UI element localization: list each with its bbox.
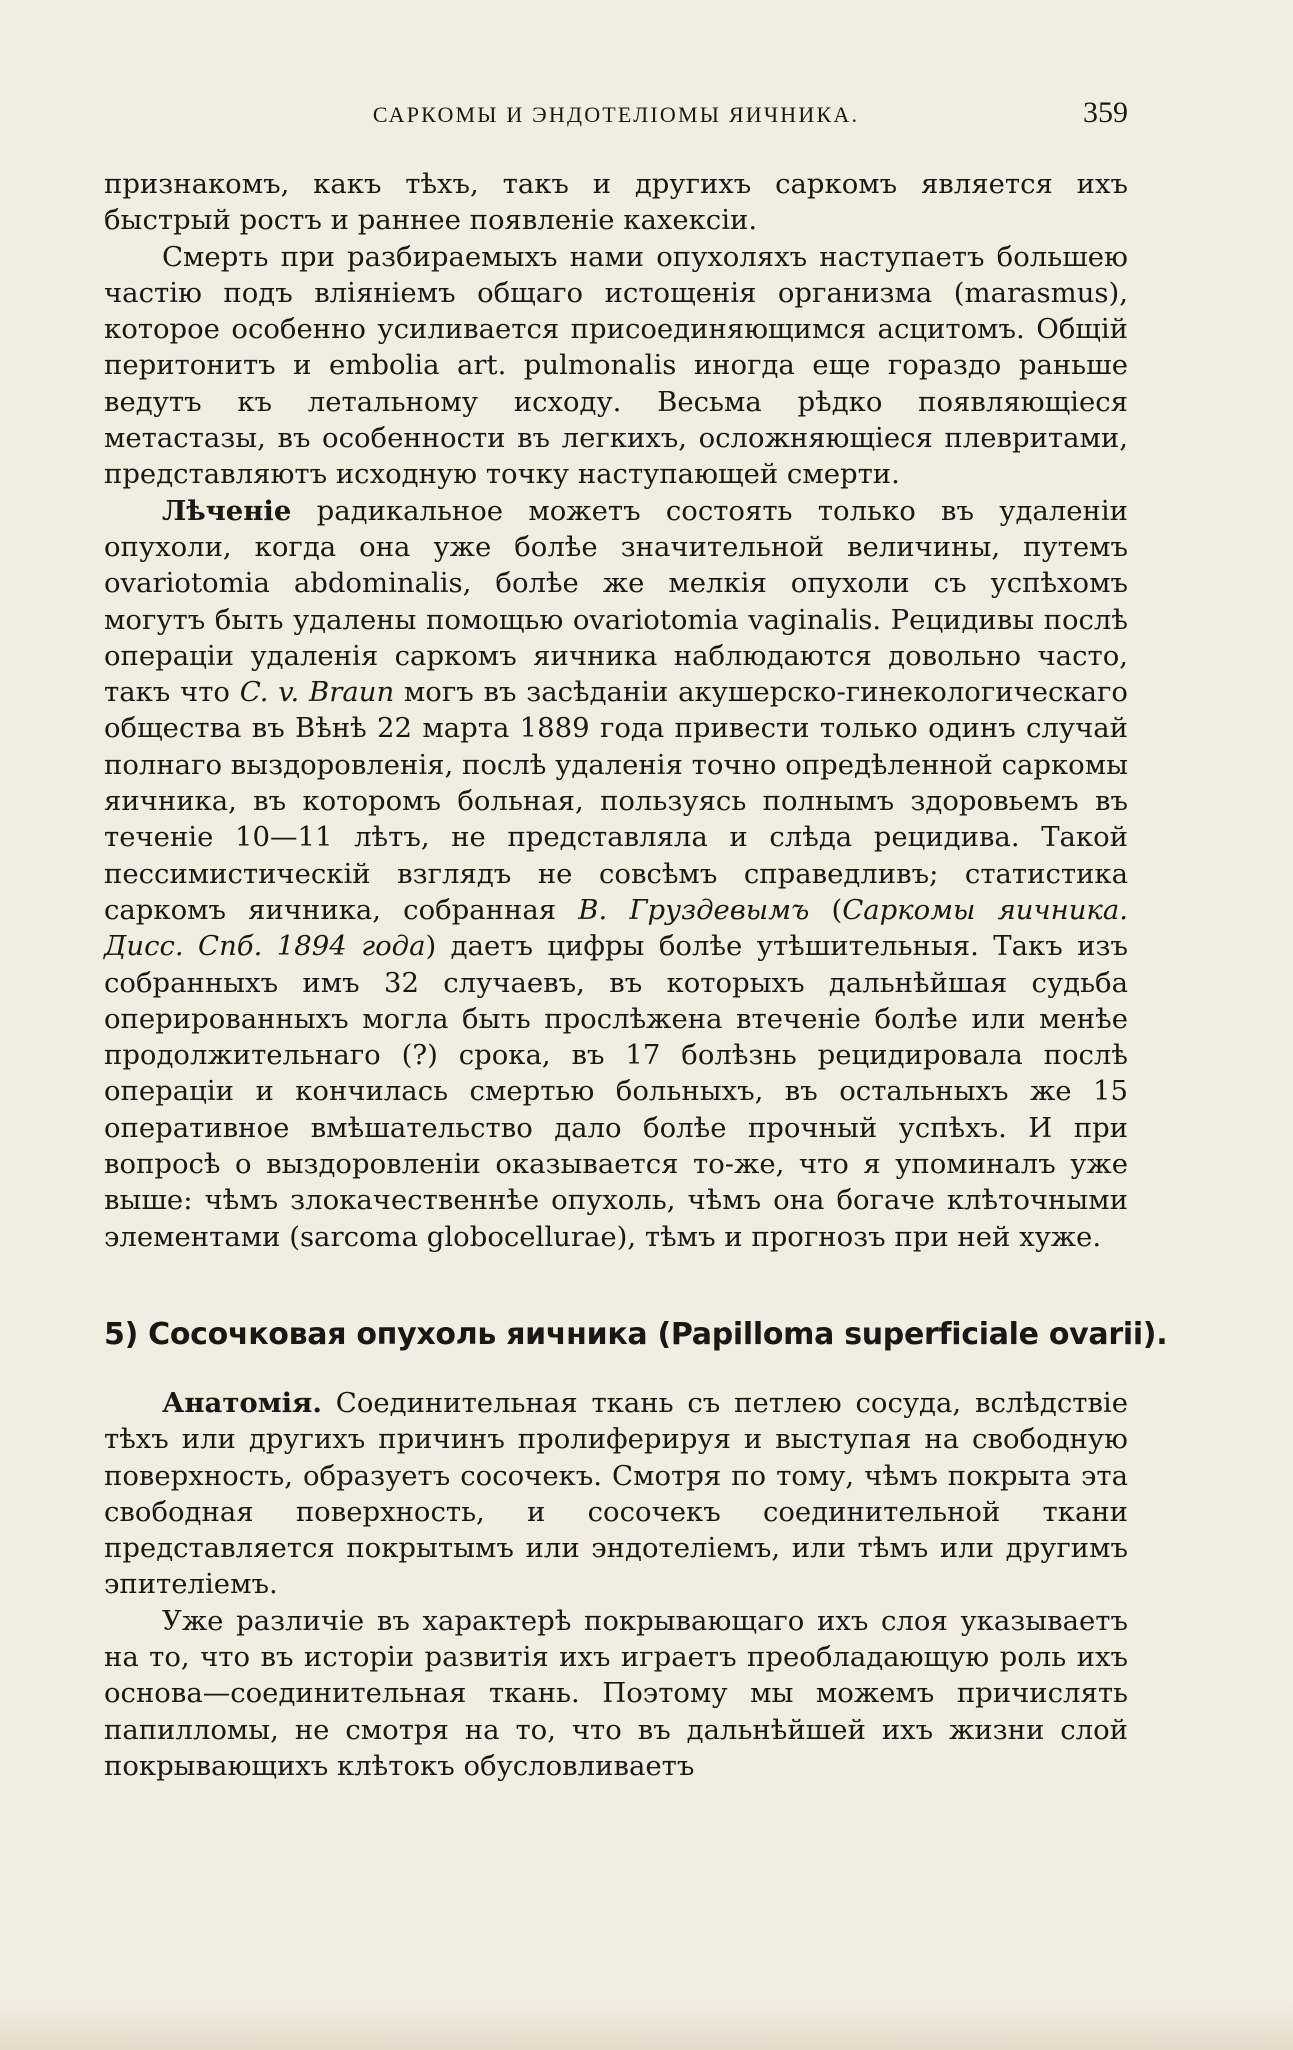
treatment-text-part-2: могъ въ засѣданiи акушерско-гинекологическаго общества въ Вѣнѣ 22 марта 1889 года привести только одинъ случай полнаго выздоровленiя, послѣ удаленiя точно опредѣленной саркомы яичника, въ которомъ больная, пользуясь полнымъ здоровьемъ въ теченiе 10—11 лѣтъ, не представляла и слѣда рецидива. Такой пессимистическiй взглядъ не совсѣмъ справедливъ; статистика саркомъ яичника, собранная — [104, 676, 1128, 926]
section-heading: 5) Сосочковая опухоль яичника (Papilloma superficiale ovarii). — [104, 1316, 1168, 1352]
treatment-text-part-1: радикальное можетъ состоять только въ удаленiи опухоли, когда она уже болѣе значительной величины, путемъ ovariotomia abdominalis, болѣе же мелкiя опухоли съ успѣхомъ могутъ быть удалены помощью ovariotomia vaginalis. Рецидивы послѣ операцiи удаленiя саркомъ яичника наблюдаются довольно часто, такъ что — [104, 494, 1128, 709]
treatment-run-in-heading: Лѣченiе — [162, 494, 292, 527]
paragraph-death-causes: Смерть при разбираемыхъ нами опухоляхъ наступаетъ большею частiю подъ влiянiемъ общаго истощенiя организма (marasmus), которое особенно усиливается присоединяющимся асцитомъ. Общiй перитонитъ и embolia art. pulmonalis иногда еще гораздо раньше ведутъ къ летальному исходу. Весьма рѣдко появляющiеся метастазы, въ особенности въ легкихъ, осложняющiеся плевритами, представляютъ исходную точку наступающей смерти. — [104, 240, 1128, 491]
page-number: 359 — [1083, 96, 1128, 129]
paragraph-covering-layer: Уже различiе въ характерѣ покрывающаго ихъ слоя указываетъ на то, что въ исторiи развитiя ихъ играетъ преобладающую роль ихъ основа—соединительная ткань. Поэтому мы можемъ причислять папилломы, не смотря на то, что въ дальнѣйшей ихъ жизни слой покрывающихъ клѣтокъ обусловливаетъ — [104, 1604, 1128, 1782]
treatment-text-part-4: ) даетъ цифры болѣе утѣшительныя. Такъ изъ собранныхъ имъ 32 случаевъ, въ которыхъ дальнѣйшая судьба оперированныхъ могла быть прослѣжена втеченiе болѣе или менѣе продолжительнаго (?) срока, въ 17 болѣзнь рецидировала послѣ операцiи и кончилась смертью больныхъ, въ остальныхъ же 15 оперативное вмѣшательство дало болѣе прочный успѣхъ. И при вопросѣ о выздоровленiи оказывается то-же, что я упоминалъ уже выше: чѣмъ злокачественнѣе опухоль, чѣмъ она богаче клѣточными элементами (sarcoma globocellurae), тѣмъ и прогнозъ при ней хуже. — [104, 930, 1128, 1253]
body-text — [104, 166, 1168, 1784]
anatomy-text: Соединительная ткань съ петлею сосуда, вслѣдствiе тѣхъ или другихъ причинъ пролиферируя и выступая на свободную поверхность, образуетъ сосочекъ. Смотря по тому, чѣмъ покрыта эта свободная поверхность, и сосочекъ соединительной ткани представляется покрытымъ или эндотелiемъ, или тѣмъ или другимъ эпителiемъ. — [104, 1386, 1128, 1601]
book-page — [104, 96, 1168, 1996]
author-name-braun: C. v. Braun — [239, 676, 395, 709]
page-bottom-edge — [0, 2004, 1293, 2050]
paragraph-continuation: признакомъ, какъ тѣхъ, такъ и другихъ саркомъ является ихъ быстрый ростъ и раннее появленiе кахексiи. — [104, 168, 1128, 237]
paragraph-treatment — [104, 493, 1128, 1255]
treatment-text-part-3: ( — [809, 893, 843, 926]
paragraph-anatomy — [104, 1385, 1128, 1603]
running-title: САРКОМЫ И ЭНДОТЕЛIОМЫ ЯИЧНИКА. — [372, 102, 860, 127]
dissertation-citation: Саркомы яичника. Дисс. Спб. 1894 года — [104, 893, 1128, 963]
running-header — [104, 96, 1128, 142]
author-name-gruzdev: В. Груздевымъ — [578, 893, 810, 926]
anatomy-run-in-heading: Анатомiя. — [162, 1386, 322, 1419]
